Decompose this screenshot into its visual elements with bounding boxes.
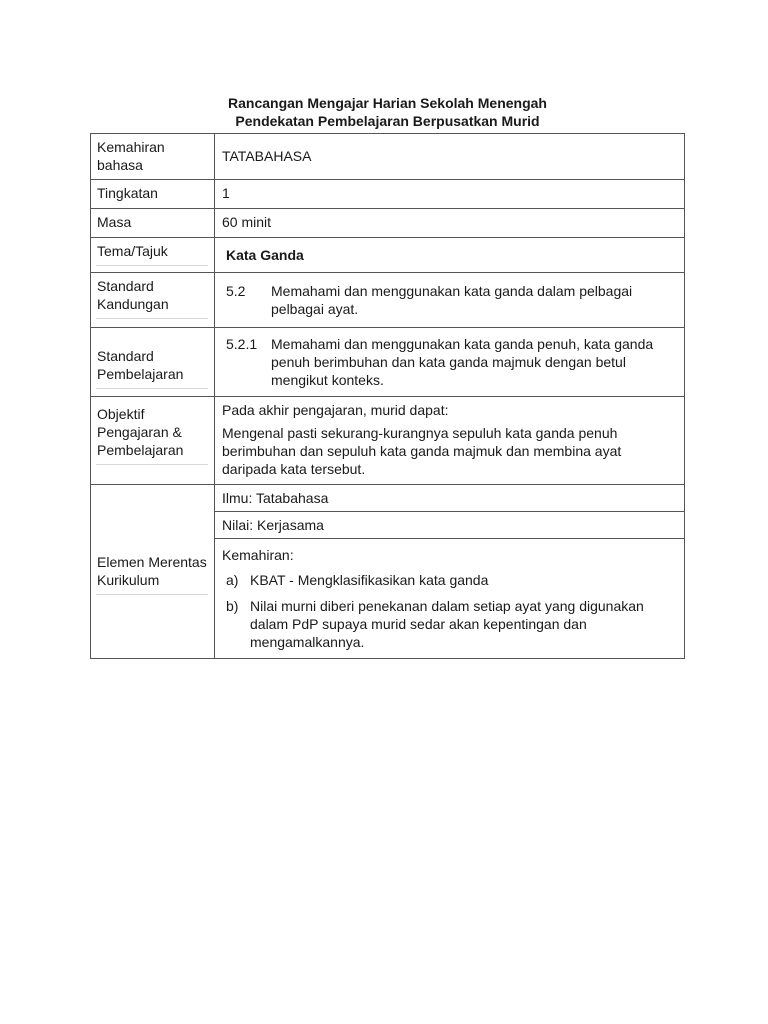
objektif-text: Mengenal pasti sekurang-kurangnya sepuluh kata ganda penuh berimbuhan dan sepuluh kata ganda majmuk dan membina ayat daripada kata tersebut. (222, 425, 622, 477)
value-cell-standard-kandungan (215, 273, 685, 328)
label-tema: Tema/Tajuk (97, 243, 168, 259)
value-masa: 60 minit (222, 214, 272, 230)
row-kemahiran-bahasa (91, 134, 685, 180)
label-underline (96, 388, 208, 389)
label-objektif: Objektif Pengajaran & Pembelajaran (97, 406, 184, 458)
title-line-2: Pendekatan Pembelajaran Berpusatkan Murid (235, 113, 540, 129)
value-tema: Kata Ganda (226, 247, 304, 263)
standard-pembelajaran-text: Memahami dan menggunakan kata ganda penuh, kata ganda penuh berimbuhan dan kata ganda majmuk dengan betul mengikut konteks. (271, 336, 654, 388)
list-item-text: KBAT - Mengklasifikasikan kata ganda (250, 572, 489, 588)
value-ilmu: Ilmu: Tatabahasa (222, 490, 329, 506)
label-cell-elemen (91, 485, 215, 659)
label-underline (96, 265, 208, 266)
label-cell-objektif (91, 397, 215, 485)
label-cell-tingkatan (91, 180, 215, 209)
value-cell-standard-pembelajaran (215, 328, 685, 397)
value-cell-ilmu (215, 485, 685, 512)
label-cell-masa (91, 209, 215, 238)
row-masa (91, 209, 685, 238)
label-kemahiran-bahasa: Kemahiran bahasa (97, 139, 165, 173)
lesson-plan-table (90, 133, 685, 659)
list-item-text: Nilai murni diberi penekanan dalam setiap ayat yang digunakan dalam PdP supaya murid sedar akan kepentingan dan mengamalkannya. (250, 598, 644, 650)
label-tingkatan: Tingkatan (97, 185, 158, 201)
value-cell-tema (215, 238, 685, 273)
row-tema (91, 238, 685, 273)
standard-pembelajaran-number: 5.2.1 (226, 336, 258, 352)
row-tingkatan (91, 180, 685, 209)
row-standard-pembelajaran (91, 328, 685, 397)
value-cell-tingkatan (215, 180, 685, 209)
value-kemahiran-bahasa: TATABAHASA (222, 147, 312, 164)
row-elemen-ilmu (91, 485, 685, 512)
value-cell-kemahiran (215, 539, 685, 659)
label-cell-kemahiran-bahasa (91, 134, 215, 180)
label-masa: Masa (97, 214, 132, 230)
kemahiran-item-b (222, 597, 677, 651)
value-nilai: Nilai: Kerjasama (222, 517, 324, 533)
value-cell-nilai (215, 512, 685, 539)
document-title (90, 94, 685, 130)
value-cell-objektif (215, 397, 685, 485)
list-marker: a) (226, 572, 239, 588)
value-tingkatan: 1 (222, 185, 230, 201)
value-cell-masa (215, 209, 685, 238)
standard-kandungan-entry (222, 282, 677, 318)
label-cell-standard-kandungan (91, 273, 215, 328)
objektif-intro: Pada akhir pengajaran, murid dapat: (222, 402, 449, 418)
label-elemen: Elemen Merentas Kurikulum (97, 553, 207, 588)
standard-kandungan-number: 5.2 (226, 283, 246, 299)
kemahiran-title: Kemahiran: (222, 547, 294, 563)
label-cell-standard-pembelajaran (91, 328, 215, 397)
kemahiran-item-a (222, 571, 677, 589)
value-cell-kemahiran-bahasa (215, 134, 685, 180)
row-objektif (91, 397, 685, 485)
label-standard-kandungan: Standard Kandungan (97, 278, 169, 312)
label-underline (96, 594, 208, 595)
label-underline (96, 318, 208, 319)
standard-pembelajaran-entry (222, 335, 677, 389)
title-line-1: Rancangan Mengajar Harian Sekolah Menengah (228, 95, 547, 111)
list-marker: b) (226, 598, 239, 614)
label-underline (96, 464, 208, 465)
label-cell-tema (91, 238, 215, 273)
standard-kandungan-text: Memahami dan menggunakan kata ganda dalam pelbagai pelbagai ayat. (271, 283, 633, 317)
label-standard-pembelajaran: Standard Pembelajaran (97, 348, 184, 382)
row-standard-kandungan (91, 273, 685, 328)
